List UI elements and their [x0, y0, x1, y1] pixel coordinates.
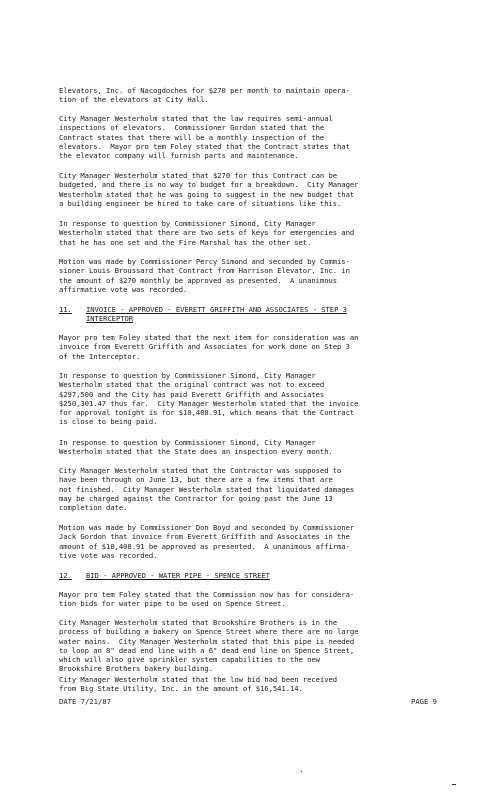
item-12-heading [59, 571, 447, 580]
paragraph-elevator-contract-intro: Elevators, Inc. of Nacogdoches for $270 per month to maintain opera- tion of the elevators at City Hall. [59, 86, 350, 105]
item-11-number: 11. [59, 305, 72, 314]
paragraph-elevator-motion: Motion was made by Commissioner Percy Simond and seconded by Commis- sioner Louis Broussard that Contract from Harrison Elevator, Inc. in the amount of $270 monthly be approved as presented. A unanimous affirmative vote was recorded. [59, 257, 350, 294]
paragraph-budget-discussion: City Manager Westerholm stated that $270 for this Contract can be budgeted, and there is no way to budget for a breakdown. City Manager Westerholm stated that he was going to suggest in the new budget that a building engineer be hired to take care of situations like this. [59, 171, 359, 208]
item-11-title-line1: INVOICE - APPROVED - EVERETT GRIFFITH AND ASSOCIATES - STEP 3 [86, 305, 347, 314]
paragraph-inspection-requirements: City Manager Westerholm stated that the law requires semi-annual inspections of elevators. Commissioner Gordon stated that the Contract states that there will be a monthly inspection of the elevators. Mayor pro tem Foley stated that the Contract states that the elevator company will furnish parts and maintenance. [59, 114, 350, 161]
footer-page-number: PAGE 9 [411, 697, 437, 706]
paragraph-brookshire-bakery: City Manager Westerholm stated that Brookshire Brothers is in the process of building a bakery on Spence Street where there are no large water mains. City Manager Westerholm stated that this pipe is needed to loop an 8" dead end line with a 6" dead end line on Spence Street, which will also give sprinkler system capabilities to the new Brookshire Brothers bakery building. [59, 618, 359, 674]
paragraph-liquidated-damages: City Manager Westerholm stated that the Contractor was supposed to have been through on June 13, but there are a few items that are not finished. City Manager Westerholm stated that liquidated damages may be charged against the Contractor for going past the June 13 completion date. [59, 466, 355, 513]
paragraph-keys-question: In response to question by Commissioner Simond, City Manager Westerholm stated that there are two sets of keys for emergencies and that he has one set and the Fire Marshal has the other set. [59, 219, 355, 247]
paragraph-invoice-intro: Mayor pro tem Foley stated that the next item for consideration was an invoice from Everett Griffith and Associates for work done on Step 3 of the Interceptor. [59, 333, 359, 361]
footer-date: DATE 7/21/87 [59, 697, 111, 706]
item-12-number: 12. [59, 571, 72, 580]
item-11-title-line2: INTERCEPTOR [86, 314, 134, 324]
paragraph-contract-amount: In response to question by Commissioner Simond, City Manager Westerholm stated that the original contract was not to exceed $297,500 and the City has paid Everett Griffith and Associates $250,301.47 thus far. City Manager Westerholm stated that the invoice for approval tonight is for $10,408.91, which means that the Contract is close to being paid. [59, 371, 359, 427]
paragraph-invoice-motion: Motion was made by Commissioner Don Boyd and seconded by Commissioner Jack Gordon that invoice from Everett Griffith and Associates in the amount of $10,408.91 be approved as presented. A unanimous affirma- tive vote was recorded. [59, 523, 355, 560]
item-12-title: BID - APPROVED - WATER PIPE - SPENCE STREET [86, 571, 270, 580]
paragraph-low-bid: City Manager Westerholm stated that the low bid had been received from Big State Utility, Inc. in the amount of $16,541.14. [59, 675, 338, 694]
item-11-heading [59, 305, 447, 324]
scan-speck [301, 771, 302, 772]
paragraph-state-inspection: In response to question by Commissioner Simond, City Manager Westerholm stated that the State does an inspection every month. [59, 438, 333, 457]
paragraph-water-pipe-bids: Mayor pro tem Foley stated that the Commission now has for considera- tion bids for water pipe to be used on Spence Street. [59, 590, 355, 609]
scan-speck [452, 784, 456, 785]
